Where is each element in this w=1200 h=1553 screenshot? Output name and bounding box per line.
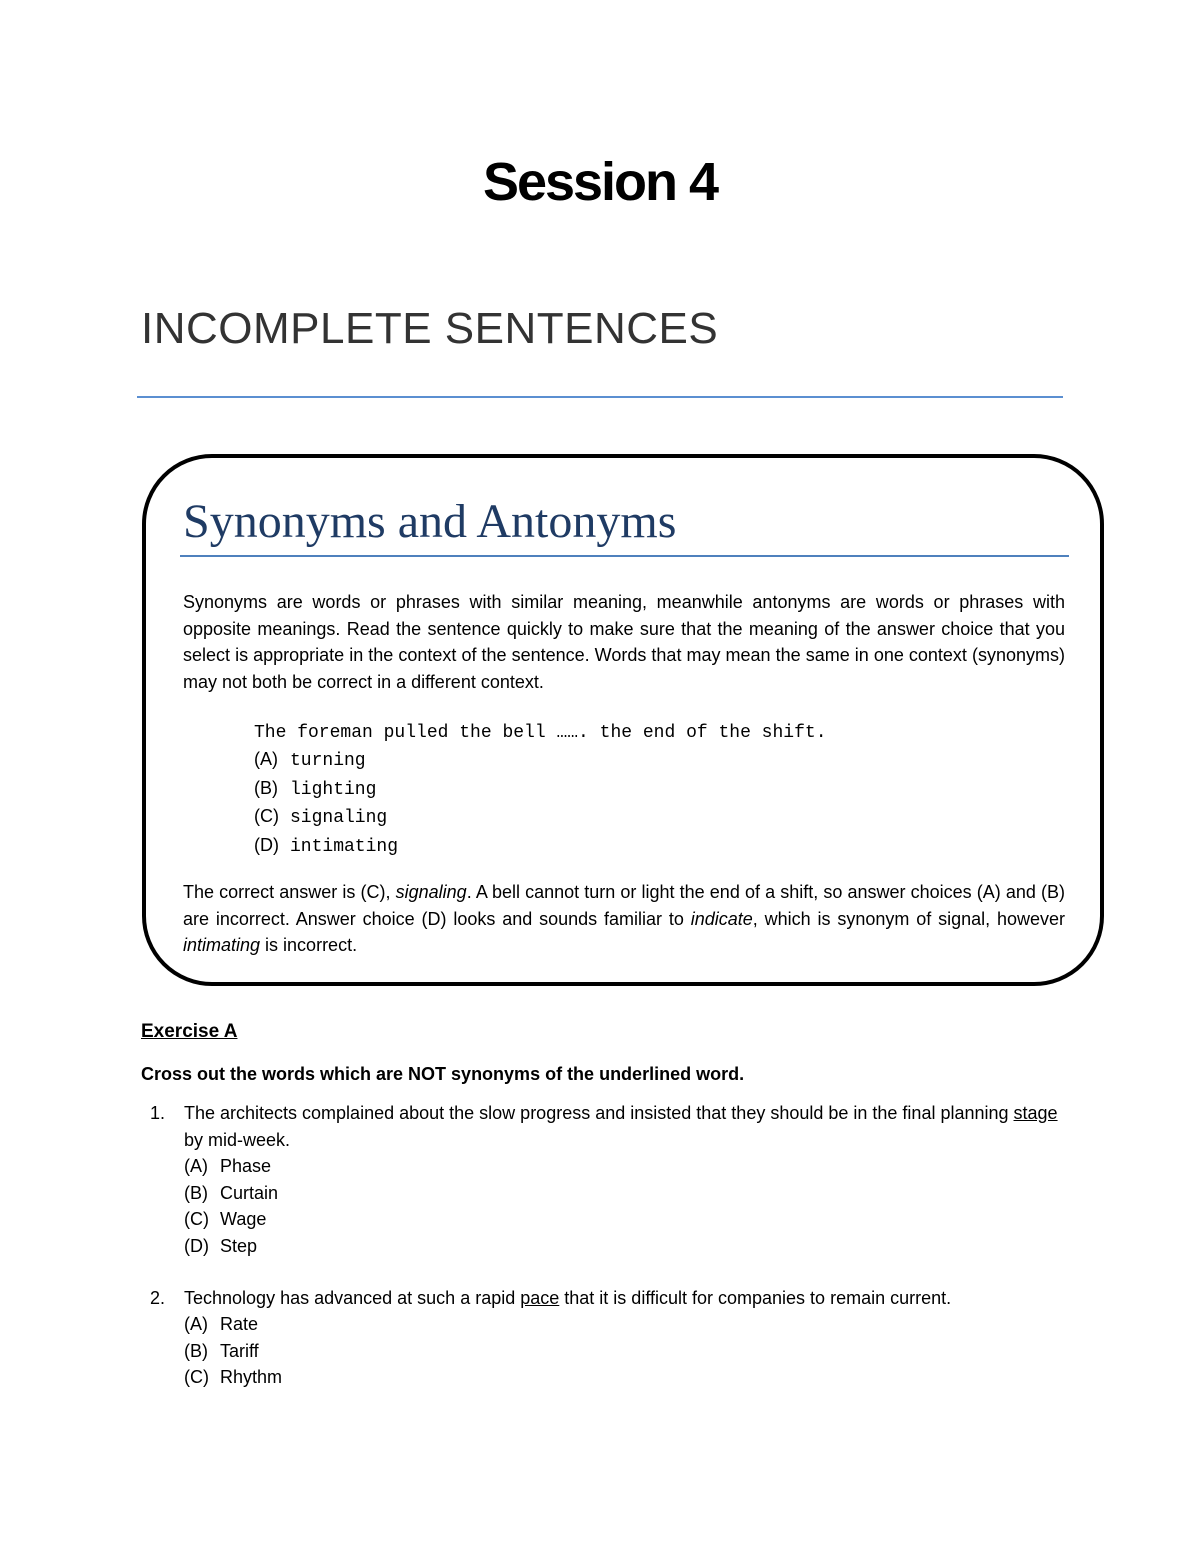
intro-paragraph: Synonyms are words or phrases with similar meaning, meanwhile antonyms are words or phrases with opposite meanings. Read the sentence quickly to make sure that the meaning of the answer choice that you select is appropriate in the context of the sentence. Words that may mean the same in one context (synonyms) may not both be correct in a different context. (183, 592, 1065, 692)
question-text (184, 1285, 1064, 1312)
answer-choice (184, 1233, 278, 1260)
explanation-emphasis: signaling (395, 882, 467, 902)
choice-text: Curtain (220, 1182, 279, 1203)
answer-choice (184, 1311, 282, 1338)
example-choice (254, 803, 398, 832)
callout-heading-divider (180, 555, 1069, 557)
question-text-part: The architects complained about the slow progress and insisted that they should be in the final planning (184, 1103, 1014, 1123)
choice-text: Phase (220, 1156, 272, 1176)
explanation-text: . A bell cannot turn or light the end of a shift, so answer choices (A) and (B) are incorrect. Answer choice (D) looks and sounds familiar to (183, 882, 1066, 929)
example-choice (254, 775, 398, 804)
explanation-emphasis: indicate (690, 908, 753, 929)
underlined-word: stage (1013, 1103, 1058, 1123)
example-choice (254, 746, 398, 775)
choice-text: Step (220, 1235, 258, 1256)
choice-letter: (A) (254, 749, 278, 769)
choice-letter: (A) (184, 1314, 208, 1334)
explanation-text: , which is synonym of signal, however (752, 908, 1065, 929)
choice-letter: (B) (184, 1182, 208, 1203)
choice-text: turning (290, 751, 366, 771)
question-text (184, 1100, 1064, 1153)
choice-letter: (D) (184, 1235, 209, 1256)
callout-heading: Synonyms and Antonyms (183, 495, 677, 548)
choice-text: Tariff (220, 1340, 259, 1361)
question-choices (184, 1153, 278, 1259)
section-divider (137, 396, 1063, 398)
question-choices (184, 1311, 282, 1391)
answer-choice (184, 1153, 278, 1180)
explanation-text: is incorrect. (260, 935, 358, 955)
exercise-heading: Exercise A (141, 1021, 238, 1042)
choice-text: Rhythm (220, 1367, 283, 1387)
choice-letter: (B) (184, 1340, 208, 1361)
choice-letter: (C) (184, 1367, 209, 1387)
question-text-part: by mid-week. (184, 1129, 291, 1150)
explanation-paragraph (183, 879, 1065, 959)
choice-text: intimating (290, 836, 399, 857)
choice-text: Rate (220, 1314, 259, 1334)
choice-letter: (A) (184, 1156, 208, 1176)
explanation-text: The correct answer is (C), (183, 882, 396, 902)
answer-choice (184, 1180, 278, 1207)
question-text-part: Technology has advanced at such a rapid (184, 1288, 521, 1308)
question-text-part: that it is difficult for companies to remain current. (559, 1288, 952, 1308)
example-choices (254, 746, 398, 860)
choice-text: Wage (220, 1209, 267, 1229)
choice-text: signaling (290, 808, 388, 828)
example-sentence: The foreman pulled the bell ……. the end of the shift. (254, 723, 827, 743)
choice-letter: (B) (254, 777, 278, 798)
question-number: 1. (150, 1103, 166, 1123)
choice-letter: (C) (184, 1209, 209, 1229)
underlined-word: pace (520, 1288, 560, 1308)
choice-letter: (D) (254, 834, 279, 855)
answer-choice (184, 1206, 278, 1233)
answer-choice (184, 1364, 282, 1391)
example-choice (254, 832, 398, 861)
choice-letter: (C) (254, 806, 279, 826)
question-number: 2. (150, 1288, 166, 1308)
explanation-emphasis: intimating (183, 935, 261, 955)
choice-text: lighting (290, 779, 377, 800)
page-title: Session 4 (482, 152, 718, 212)
answer-choice (184, 1338, 282, 1365)
section-title: INCOMPLETE SENTENCES (141, 304, 719, 353)
exercise-instruction: Cross out the words which are NOT synonyms of the underlined word. (141, 1064, 745, 1084)
